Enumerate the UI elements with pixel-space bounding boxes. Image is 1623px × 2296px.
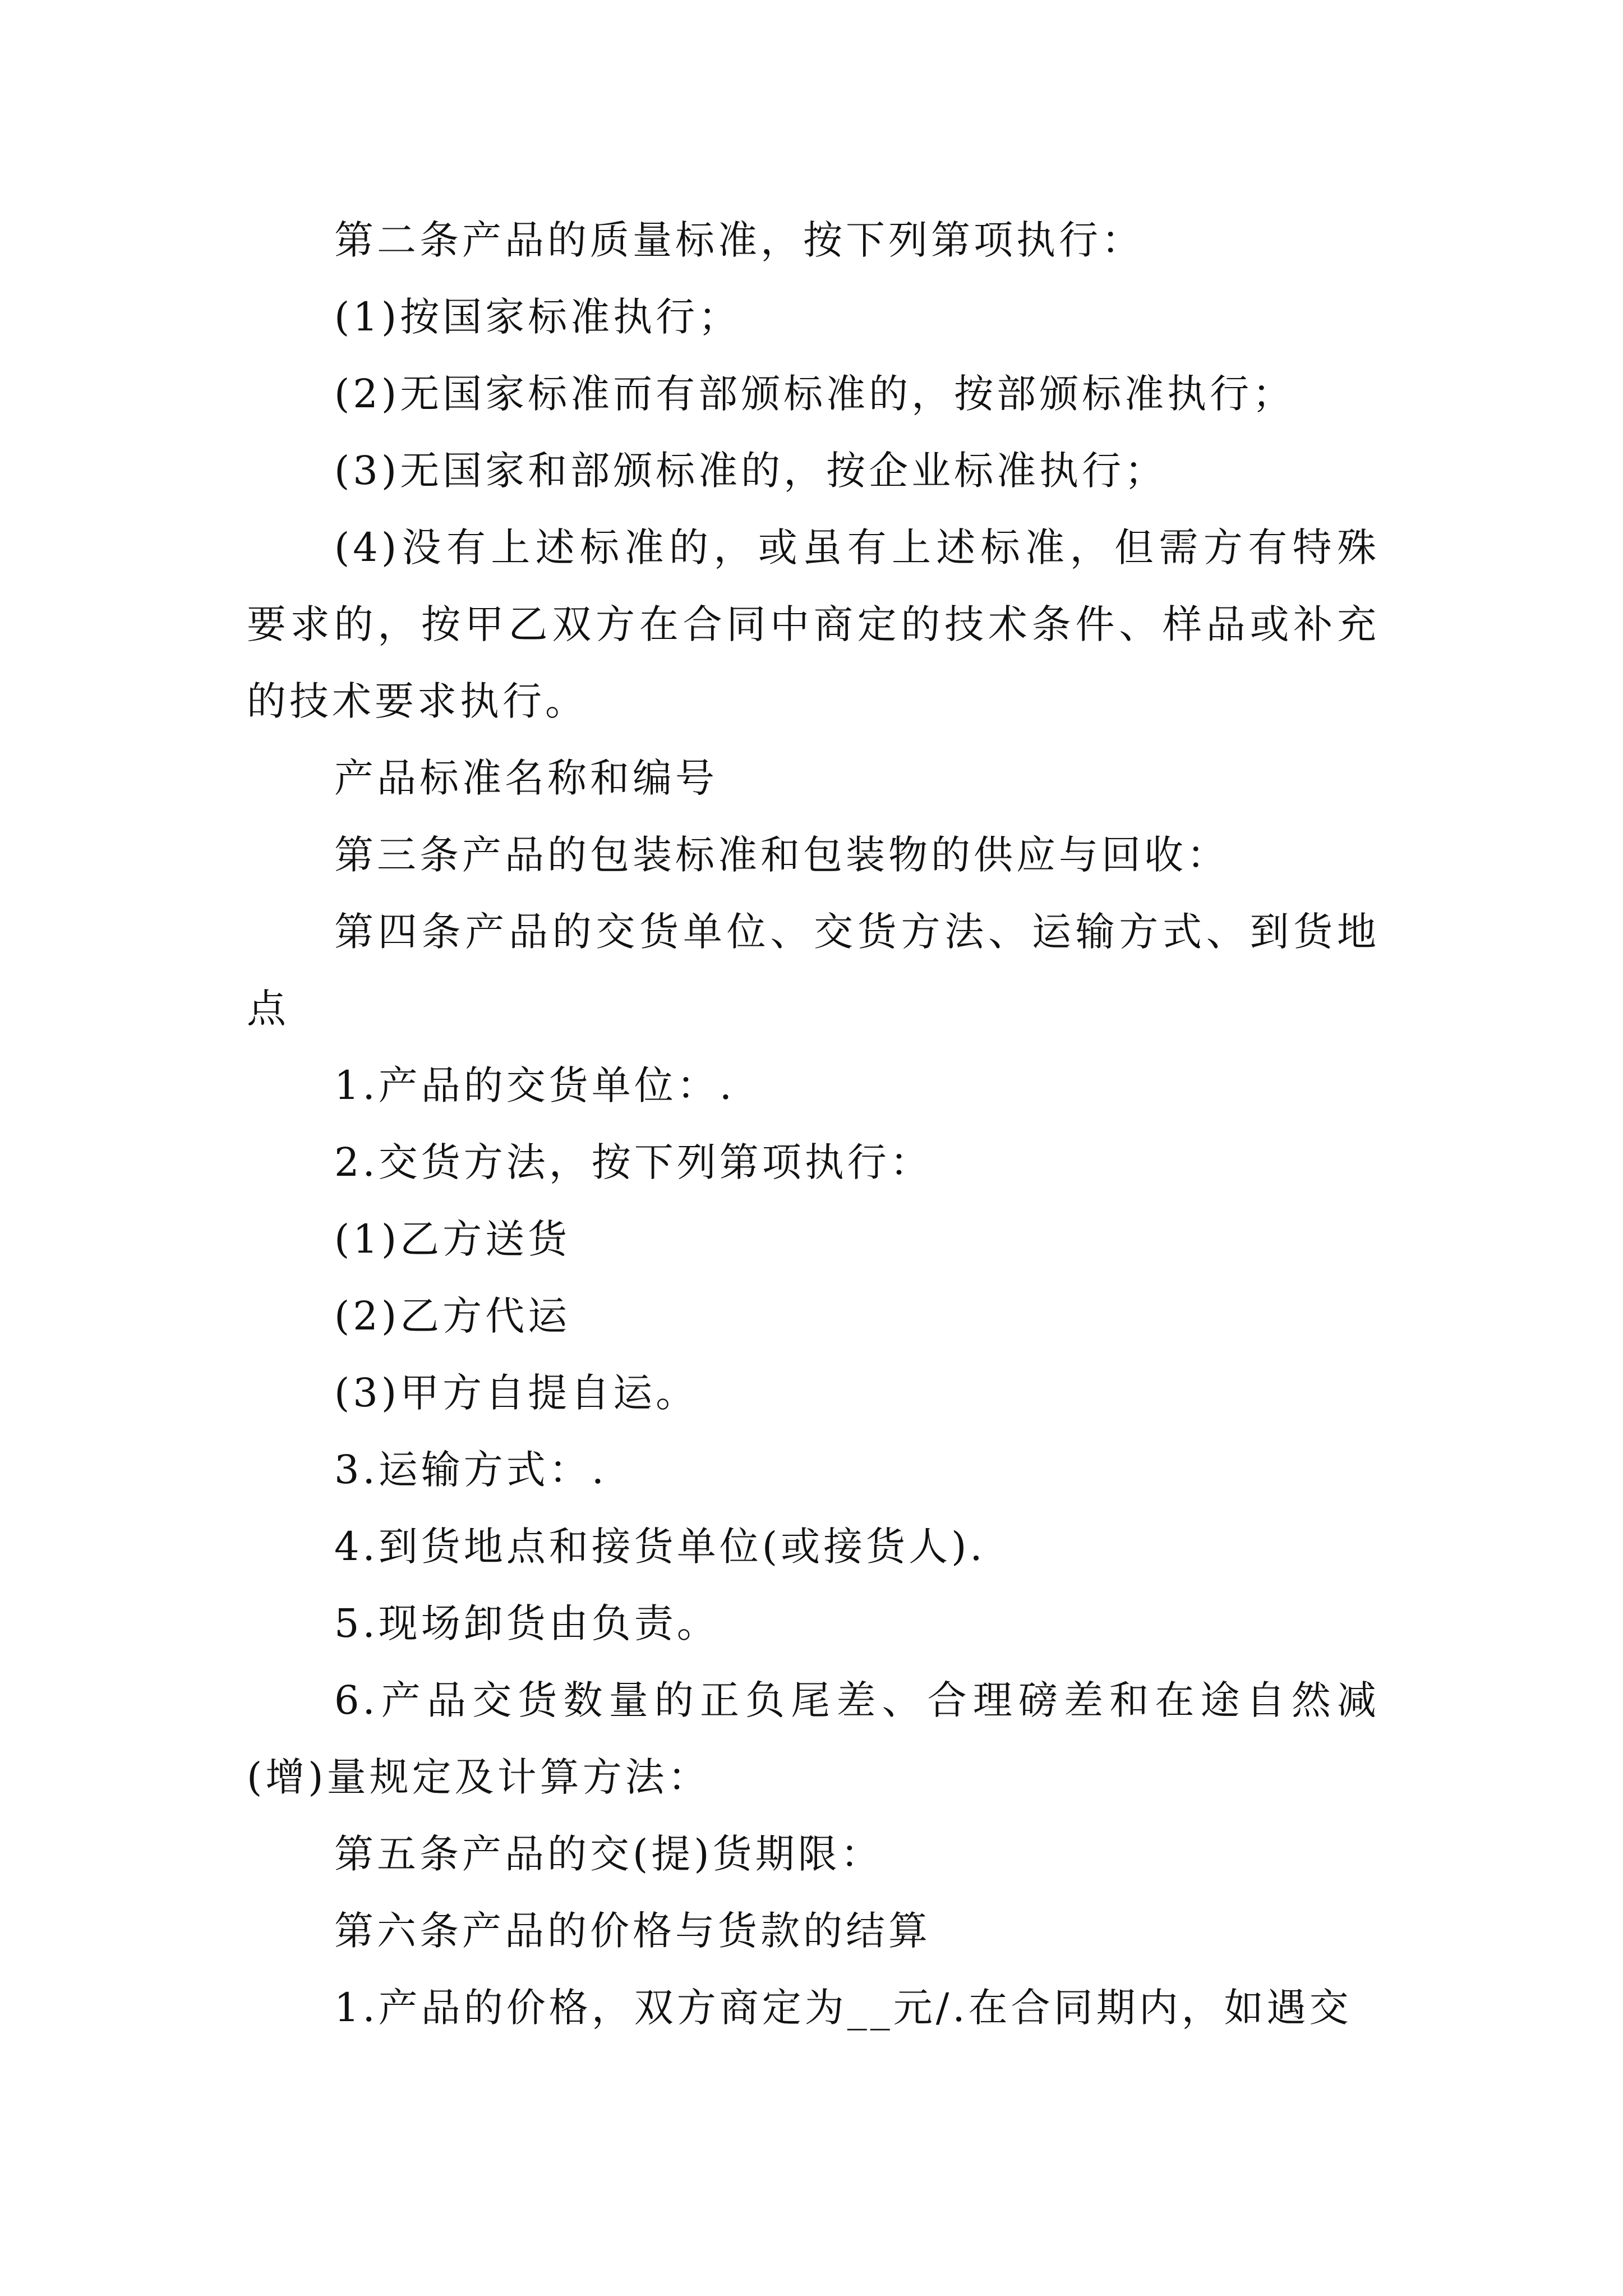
clause-4-item-5: 5.现场卸货由负责。 <box>334 1600 720 1646</box>
clause-2-title: 第二条产品的质量标准，按下列第项执行： <box>334 217 1144 263</box>
clause-4-item-4: 4.到货地点和接货单位(或接货人). <box>334 1524 986 1570</box>
clause-2-item-4: (4)没有上述标准的，或虽有上述标准，但需方有特殊要求的，按甲乙双方在合同中商定的技术条件、样品或补充的技术要求执行。 <box>247 524 1380 724</box>
clause-6-item-1: 1.产品的价格，双方商定为__元/.在合同期内，如遇交 <box>334 1985 1352 2031</box>
clause-4-item-1: 1.产品的交货单位：. <box>334 1062 736 1108</box>
product-standard-name: 产品标准名称和编号 <box>334 755 718 801</box>
delivery-option-1: (1)乙方送货 <box>334 1216 571 1262</box>
clause-4-item-6: 6.产品交货数量的正负尾差、合理磅差和在途自然减(增)量规定及计算方法： <box>247 1677 1380 1800</box>
clause-4-title: 第四条产品的交货单位、交货方法、运输方式、到货地点 <box>247 909 1380 1032</box>
clause-6-title: 第六条产品的价格与货款的结算 <box>334 1908 931 1954</box>
clause-3-title: 第三条产品的包装标准和包装物的供应与回收： <box>334 832 1229 878</box>
document-body <box>247 202 1380 2046</box>
delivery-option-3: (3)甲方自提自运。 <box>334 1370 699 1416</box>
delivery-option-2: (2)乙方代运 <box>334 1293 571 1339</box>
clause-5-title: 第五条产品的交(提)货期限： <box>334 1831 883 1877</box>
clause-4-item-2: 2.交货方法，按下列第项执行： <box>334 1139 933 1185</box>
clause-4-item-3: 3.运输方式：. <box>334 1447 608 1493</box>
clause-2-item-3: (3)无国家和部颁标准的，按企业标准执行； <box>334 448 1168 494</box>
clause-2-item-1: (1)按国家标准执行； <box>334 294 741 340</box>
clause-2-item-2: (2)无国家标准而有部颁标准的，按部颁标准执行； <box>334 371 1295 417</box>
